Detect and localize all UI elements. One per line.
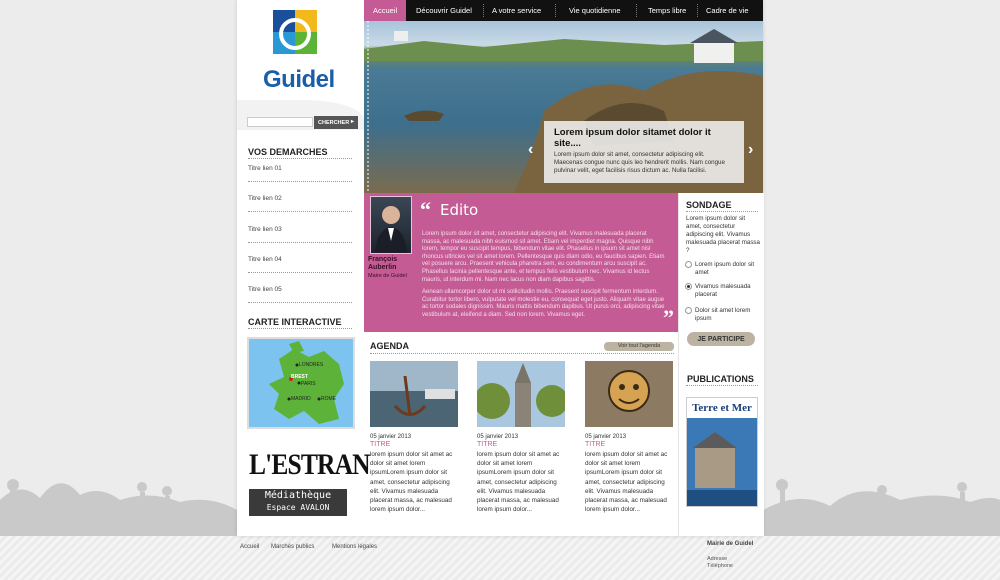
- footer-link-mentions-legales[interactable]: Mentions légales: [332, 544, 378, 550]
- map-label-londres: LONDRES: [299, 362, 324, 368]
- quote-close-icon: ”: [663, 305, 674, 330]
- edito-section: [364, 193, 678, 332]
- footer-mairie: Mairie de Guidel: [707, 541, 754, 547]
- nav-cadre-de-vie[interactable]: Cadre de vie: [706, 6, 749, 15]
- nav-separator: [697, 4, 698, 17]
- event-date: 05 janvier 2013: [370, 434, 412, 440]
- footer-adresse: Adresse: [707, 556, 728, 562]
- hero-slider[interactable]: [364, 21, 763, 193]
- sondage-title: SONDAGE: [686, 200, 732, 210]
- agenda-event-3[interactable]: [585, 361, 675, 514]
- sondage-question: Lorem ipsum dolor sit amet, consectetur adipiscing elit. Vivamus malesuada placerat massa ?: [686, 215, 760, 254]
- map-label-madrid: MADRID: [291, 396, 311, 402]
- mayor-role: Maire de Guidel: [368, 273, 407, 279]
- demarches-rule: [248, 158, 352, 159]
- demarche-link-5[interactable]: Titre lien 05: [248, 286, 352, 303]
- left-column: [237, 0, 370, 536]
- quote-open-icon: “: [420, 197, 431, 222]
- arrow-right-icon: ▸: [350, 119, 354, 125]
- magazine-cover[interactable]: [686, 397, 758, 507]
- event-text: lorem ipsum dolor sit amet ac dolor sit amet lorem ipsumLorem ipsum dolor sit amet, consectetur adipiscing elit. Vivamus malesuada placerat massa, ac malesuad lorem ipsum dolor...: [585, 451, 668, 514]
- poll-submit-button[interactable]: JE PARTICIPE: [687, 332, 755, 346]
- edito-paragraph: Lorem ipsum dolor sit amet, consectetur adipiscing elit. Vivamus malesuada placerat massa, ac malesuada nibh euismod sit amet. Etiam vel imperdiet magna. Quisque nibh lorem, tempor eu suscipit tempus, bibendum vitae elit. Phasellus in ipsum sit amet nisl rhoncus ultricies vel sit amet lorem. Pellentesque quis diam odio, eu faucibus sapien. Etiam vel posuere arcu. Praesent vehicula pharetra sem, eu condimentum arcu suscipit ac. Phasellus lacinia pellentesque ante, et tempus felis vestibulum nec. Vivamus id lectus mauris, ut interdum mi. Nam nec lacus non diam dapibus sagittis.: [422, 231, 665, 283]
- event-title[interactable]: TITRE: [370, 441, 391, 448]
- hero-text: Lorem ipsum dolor sit amet, consectetur adipiscing elit. Maecenas congue nunc quis leo hendrerit mollis. Nam congue pulvinar velit, eget facilisis risus dictum ac. Nulla facilisi.: [554, 151, 725, 174]
- nav-vie-quotidienne[interactable]: Vie quotidienne: [569, 6, 621, 15]
- nav-separator: [555, 4, 556, 17]
- demarche-link-3[interactable]: Titre lien 03: [248, 226, 352, 243]
- right-column: [678, 193, 764, 536]
- event-image: [585, 361, 673, 427]
- demarche-link-1[interactable]: Titre lien 01: [248, 165, 352, 182]
- magazine-image: [687, 418, 757, 506]
- search-input[interactable]: [247, 117, 313, 127]
- poll-option-3[interactable]: [685, 307, 761, 323]
- poll-option-label: Dolor sit amet lorem ipsum: [695, 307, 751, 322]
- nav-accueil[interactable]: Accueil: [364, 0, 406, 21]
- event-image: [370, 361, 458, 427]
- event-text: lorem ipsum dolor sit amet ac dolor sit amet lorem ipsumLorem ipsum dolor sit amet, consectetur adipiscing elit. Vivamus malesuada placerat massa, ac malesuad lorem ipsum dolor...: [370, 451, 453, 514]
- site-container: [237, 0, 763, 536]
- mayor-photo: [370, 196, 412, 254]
- map-label-brest: BREST: [291, 374, 308, 380]
- event-text: lorem ipsum dolor sit amet ac dolor sit amet lorem ipsumLorem ipsum dolor sit amet, consectetur adipiscing elit. Vivamus malesuada placerat massa, ac malesuad lorem ipsum dolor...: [477, 451, 560, 514]
- nav-separator: [483, 4, 484, 17]
- radio-button-checked[interactable]: [685, 283, 692, 290]
- event-date: 05 janvier 2013: [477, 434, 519, 440]
- estran-logo[interactable]: L'ESTRAN: [249, 448, 370, 481]
- event-date: 05 janvier 2013: [585, 434, 627, 440]
- edito-title: Edito: [440, 201, 479, 219]
- footer-background: [0, 536, 1000, 580]
- person-icon: [371, 197, 411, 253]
- sondage-rule: [686, 211, 758, 212]
- carte-title: CARTE INTERACTIVE: [248, 317, 342, 327]
- poll-option-label: Vivamus malesuada placerat: [695, 283, 751, 298]
- hero-title: Lorem ipsum dolor sitamet dolor it site....: [554, 127, 711, 149]
- nav-temps-libre[interactable]: Temps libre: [648, 6, 687, 15]
- poll-option-1[interactable]: [685, 261, 761, 277]
- map-label-rome: ROME: [321, 396, 336, 402]
- radio-button[interactable]: [685, 307, 692, 314]
- demarche-link-2[interactable]: Titre lien 02: [248, 195, 352, 212]
- footer-link-marches-publics[interactable]: Marchés publics: [271, 544, 315, 550]
- demarches-title: VOS DEMARCHES: [248, 147, 328, 157]
- interactive-map[interactable]: [247, 337, 355, 429]
- nav-decouvrir-guidel[interactable]: Découvrir Guidel: [416, 6, 472, 15]
- footer-telephone: Téléphone: [707, 563, 733, 569]
- magazine-title: Terre et Mer: [687, 398, 757, 418]
- poll-option-label: Lorem ipsum dolor sit amet: [695, 261, 755, 276]
- carte-rule: [248, 328, 352, 329]
- edito-text: [422, 231, 666, 325]
- agenda-title: AGENDA: [370, 341, 410, 351]
- mediatheque-logo[interactable]: [249, 489, 347, 516]
- search-button-label: CHERCHER: [318, 119, 350, 126]
- publications-title: PUBLICATIONS: [687, 374, 754, 384]
- agenda-event-2[interactable]: [477, 361, 567, 514]
- map-label-paris: PARIS: [301, 381, 316, 387]
- mediatheque-subtitle: Espace AVALON: [266, 503, 330, 512]
- event-title[interactable]: TITRE: [585, 441, 606, 448]
- publications-rule: [686, 385, 758, 386]
- agenda-rule: [370, 353, 674, 354]
- nav-a-votre-service[interactable]: A votre service: [492, 6, 542, 15]
- edito-paragraph: Aenean ullamcorper dolor ut mi sollicitudin mollis. Praesent suscipit fermentum interdum. Curabitur tortor libero, vulputate vel molestie eu, consequat eget justo. Aliquam vitae augue ac tortor sodales dignissim. Mauris mattis bibendum dapibus. Ut purus orci, adipiscing vitae vestibulum at, eleifend a diam. Sed non lorem. Vivamus eget.: [422, 289, 665, 318]
- event-title[interactable]: TITRE: [477, 441, 498, 448]
- site-name: Guidel: [263, 66, 335, 93]
- chevron-right-icon[interactable]: ›: [748, 141, 754, 158]
- search-button[interactable]: [314, 116, 358, 129]
- mayor-name: François Auberlin: [368, 256, 398, 271]
- mediatheque-title: Médiathèque: [264, 490, 332, 501]
- chevron-left-icon[interactable]: ‹: [528, 141, 534, 158]
- demarche-link-4[interactable]: Titre lien 04: [248, 256, 352, 273]
- poll-option-2[interactable]: [685, 283, 761, 299]
- radio-button[interactable]: [685, 261, 692, 268]
- agenda-event-1[interactable]: [370, 361, 460, 514]
- nav-separator: [636, 4, 637, 17]
- hero-caption[interactable]: [544, 121, 744, 183]
- event-image: [477, 361, 565, 427]
- agenda-all-button[interactable]: Voir tout l'agenda: [604, 342, 674, 351]
- footer-link-accueil[interactable]: Accueil: [240, 544, 260, 550]
- main-nav: [364, 0, 763, 21]
